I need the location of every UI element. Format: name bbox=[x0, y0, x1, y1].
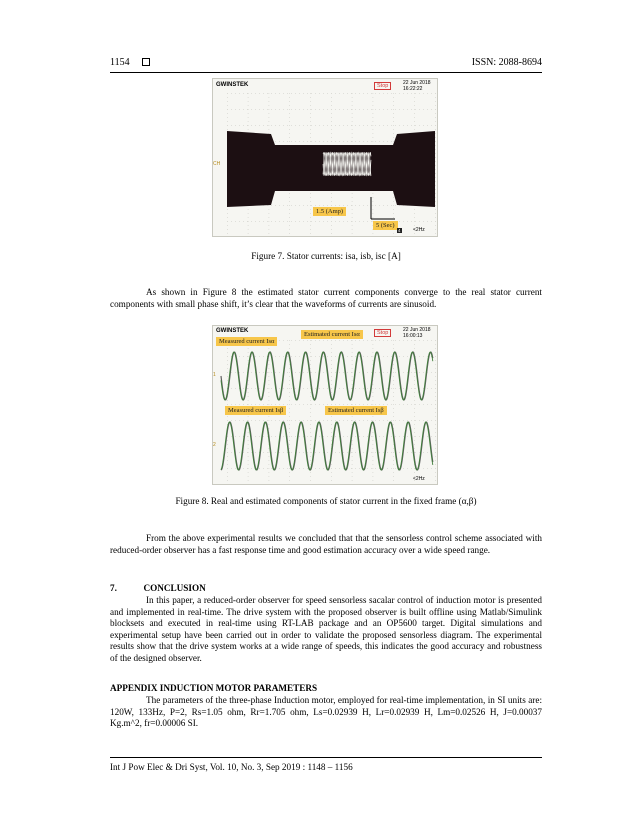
figure8-caption: Figure 8. Real and estimated components of stator current in the fixed frame (α,β) bbox=[175, 496, 477, 506]
figure7-ch-number: 4 bbox=[398, 228, 401, 233]
figure7-channel-marker: CH bbox=[213, 161, 221, 167]
figure8-brand: GWINSTEK bbox=[216, 328, 249, 334]
figure7-sec-label: 5 (Sec) bbox=[373, 221, 398, 230]
figure8-scope bbox=[212, 325, 438, 485]
header-square-icon bbox=[142, 58, 150, 66]
figure7-time: 16:22:22 bbox=[403, 86, 423, 92]
figure7-amp-label: 1.5 (Amp) bbox=[313, 207, 346, 216]
figure8-rate: <2Hz bbox=[413, 476, 425, 482]
section7-heading bbox=[110, 583, 206, 593]
appendix-body: The parameters of the three-phase Induction motor, employed for real-time implementation, in SI units are: 120W, 133Hz, P=2, Rs=1.05 ohm, Rr=1.705 ohm, Ls=0.02939 H, Lr=0.02939 H, Lm=0.02526 H, J=0.00037 Kg.m^2, fr=0.00006 SI. bbox=[110, 695, 542, 729]
figure7-brand: GWINSTEK bbox=[216, 82, 249, 88]
footer-rule bbox=[110, 757, 542, 758]
paragraph-figure8-intro: As shown in Figure 8 the estimated stator current components converge to the real stator current components with small phase shift, it’s clear that the waveforms of currents are sinusoid. bbox=[110, 287, 542, 309]
figure7-stop-badge: Stop bbox=[374, 82, 391, 90]
figure7-caption: Figure 7. Stator currents: isa, isb, isc [A] bbox=[251, 251, 401, 261]
figure7-date: 22 Jun 2018 bbox=[403, 80, 431, 86]
figure8-label-estimated-alpha: Estimated current Isα bbox=[301, 330, 363, 339]
footer-citation: Int J Pow Elec & Dri Syst, Vol. 10, No. 3, Sep 2019 : 1148 – 1156 bbox=[110, 762, 353, 772]
figure7-datetime bbox=[403, 80, 431, 92]
appendix-heading: APPENDIX INDUCTION MOTOR PARAMETERS bbox=[110, 683, 318, 693]
section7-title: CONCLUSION bbox=[143, 583, 206, 593]
figure8-channel-1: 1 bbox=[213, 372, 216, 378]
header-issn: ISSN: 2088-8694 bbox=[471, 57, 542, 68]
figure7-scope bbox=[212, 78, 438, 237]
section7-body: In this paper, a reduced-order observer for speed sensorless sacalar control of induction motor is presented and implemented in real-time. The drive system with the proposed observer is built offline using Matlab/Simulink blocksets and executed in real-time using RT-LAB package and an OP5600 target. Digital simulations and experimental setup have been carried out in order to validate the proposed sensorless diagram. The experimental results show that the drive system works at a wide range of speeds, this indicates the good accuracy and robustness of the designed observer. bbox=[110, 595, 542, 663]
section7-number: 7. bbox=[110, 583, 117, 593]
figure8-datetime bbox=[403, 327, 431, 339]
figure7-rate: <2Hz bbox=[413, 227, 425, 233]
figure8-time: 16:00:13 bbox=[403, 333, 423, 339]
figure8-label-estimated-beta: Estimated current Isβ bbox=[325, 406, 387, 415]
figure8-stop-badge: Stop bbox=[374, 329, 391, 337]
figure8-plot bbox=[213, 326, 437, 484]
figure8-channel-2: 2 bbox=[213, 442, 216, 448]
figure8-date: 22 Jun 2018 bbox=[403, 327, 431, 333]
paragraph-results-summary: From the above experimental results we concluded that that the sensorless control scheme associated with reduced-order observer has a fast response time and good estimation accuracy over a wide speed range. bbox=[110, 533, 542, 555]
header-rule bbox=[110, 72, 542, 73]
figure8-label-measured-alpha: Measured current Isα bbox=[216, 337, 277, 346]
figure8-label-measured-beta: Measured current Isβ bbox=[225, 406, 286, 415]
header-page-number: 1154 bbox=[110, 57, 130, 68]
